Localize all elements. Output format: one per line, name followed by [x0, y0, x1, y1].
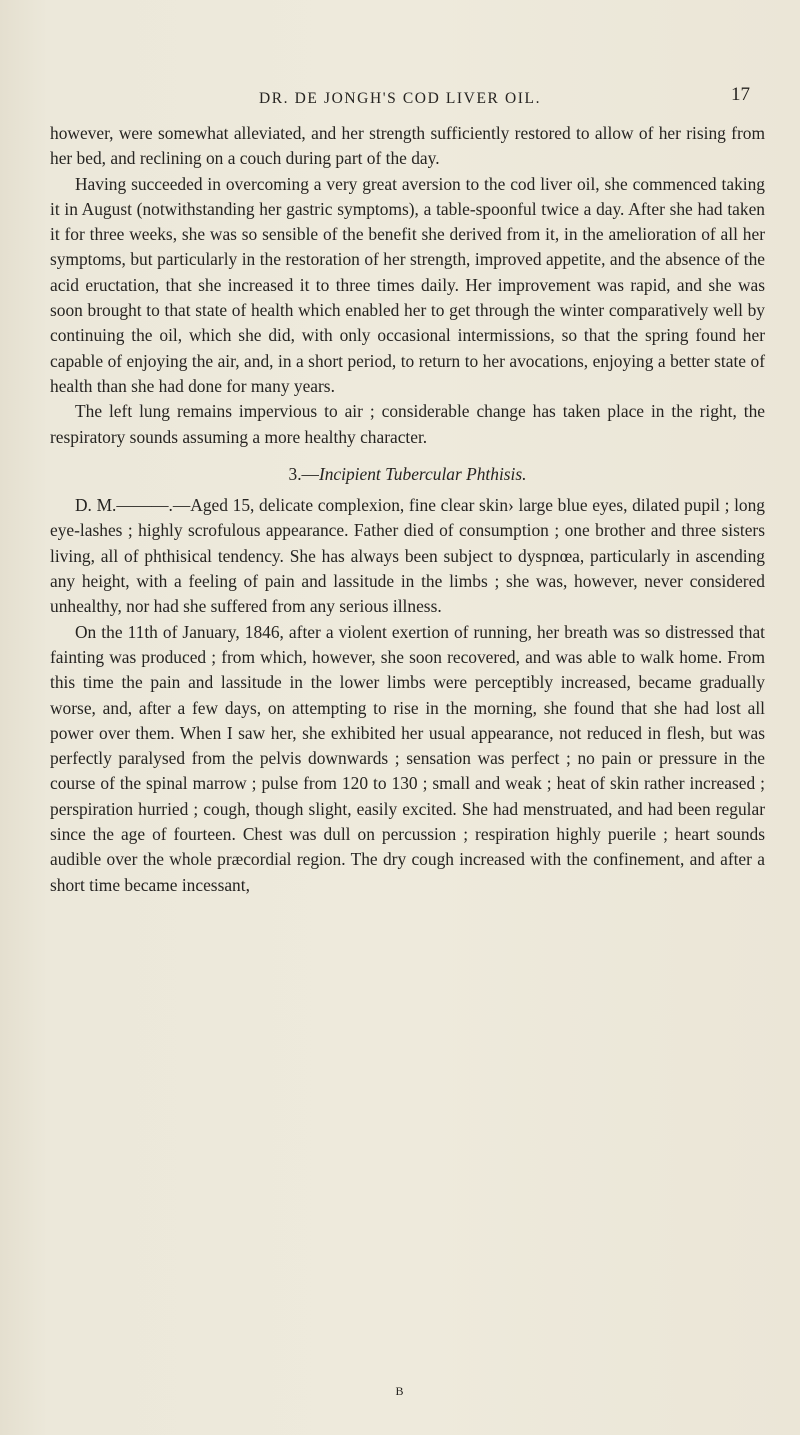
- paragraph-case-description: D. M.———.—Aged 15, delicate complexion, fine clear skin› large blue eyes, dilated pupil ; long eye-lashes ; highly scrofulous appearance. Father died of consumption ; one brother and three sisters living, all of phthisical tendency. She has always been subject to dyspnœa, particularly in ascending any height, with a feeling of pain and lassitude in the limbs ; she was, however, never considered unhealthy, nor had she suffered from any serious illness.: [50, 495, 765, 617]
- section-heading: [50, 462, 765, 487]
- running-title: DR. DE JONGH'S COD LIVER OIL.: [258, 90, 542, 107]
- section-title: Incipient Tubercular Phthisis.: [318, 463, 527, 484]
- paragraph-lung-condition: The left lung remains impervious to air ; considerable change has taken place in the right, the respiratory sounds assuming a more healthy character.: [50, 401, 765, 447]
- page-number: 17: [731, 84, 750, 105]
- running-head: [0, 84, 800, 120]
- paragraph-continuation: however, were somewhat alleviated, and her strength sufficiently restored to allow of her rising from her bed, and reclining on a couch during part of the day.: [50, 123, 765, 169]
- paragraph-cod-liver-oil-treatment: Having succeeded in overcoming a very great aversion to the cod liver oil, she commenced taking it in August (notwithstanding her gastric symptoms), a table-spoonful twice a day. After she had taken it for three weeks, she was so sensible of the benefit she derived from it, in the amelioration of all her symptoms, but particularly in the restoration of her strength, improved appetite, and the absence of the acid eructation, that she increased it to three times daily. Her improvement was rapid, and she was soon brought to that state of health which enabled her to get through the winter comparatively well by continuing the oil, which she did, with only occasional intermissions, so that the spring found her capable of enjoying the air, and, in a short period, to return to her avocations, enjoying a better state of health than she had done for many years.: [50, 173, 765, 396]
- signature-mark: B: [395, 1384, 405, 1398]
- body-text: [50, 121, 765, 898]
- paragraph-case-progression: On the 11th of January, 1846, after a violent exertion of running, her breath was so distressed that fainting was produced ; from which, however, she soon recovered, and was able to walk home. From this time the pain and lassitude in the lower limbs were perceptibly increased, became gradually worse, and, after a few days, on attempting to rise in the morning, she found that she had lost all power over them. When I saw her, she exhibited her usual appearance, not reduced in flesh, but was perfectly paralysed from the pelvis downwards ; sensation was perfect ; no pain or pressure in the course of the spinal marrow ; pulse from 120 to 130 ; small and weak ; heat of skin rather increased ; perspiration hurried ; cough, though slight, easily excited. She had menstruated, and had been regular since the age of fourteen. Chest was dull on percussion ; respiration highly puerile ; heart sounds audible over the whole præcordial region. The dry cough increased with the confinement, and after a short time became incessant,: [50, 621, 765, 895]
- section-number: 3.—: [288, 463, 319, 484]
